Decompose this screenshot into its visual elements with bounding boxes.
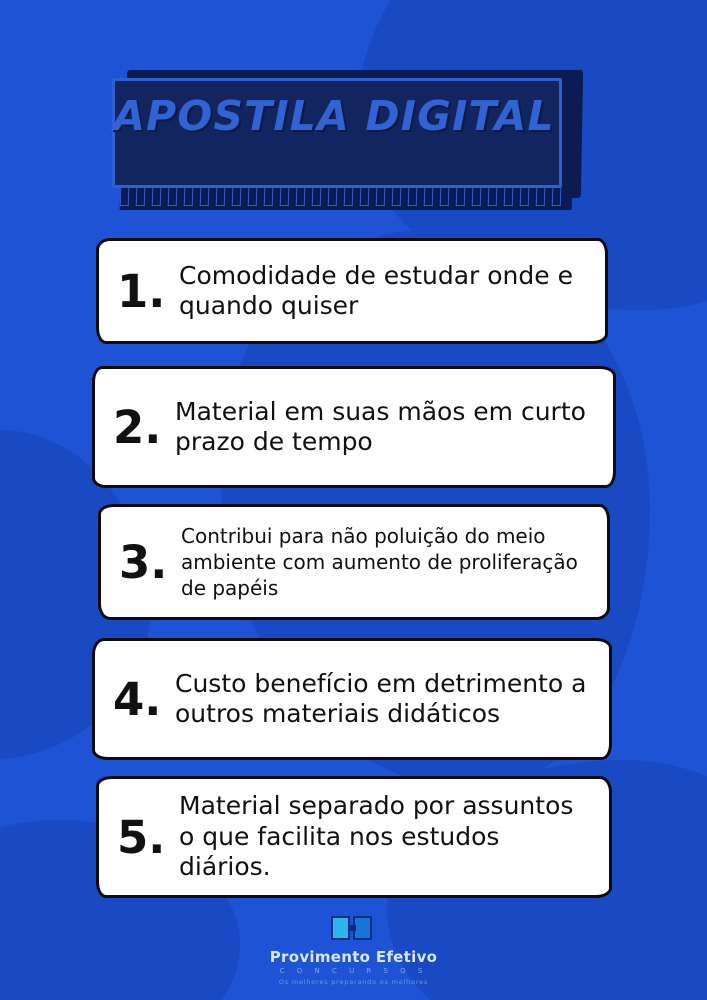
benefit-text: Contribui para não poluição do meio ambiente com aumento de proliferação de papéis <box>181 524 578 600</box>
benefit-card-3 <box>98 504 610 620</box>
two-squares-logo-icon <box>331 912 377 944</box>
benefit-card-2 <box>92 366 616 488</box>
banner-tooth <box>312 188 322 206</box>
footer <box>0 912 707 986</box>
banner-tooth <box>120 188 130 206</box>
brand-tagline: Os melhores preparando os melhores <box>278 978 429 986</box>
brand-subtitle: C O N C U R S O S <box>279 967 428 975</box>
banner-tooth <box>280 188 290 206</box>
banner-tooth <box>328 188 338 206</box>
banner-tooth <box>504 188 514 206</box>
banner-tooth <box>136 188 146 206</box>
page-title: APOSTILA DIGITAL <box>113 92 555 140</box>
benefit-text: Material separado por assuntos o que facilita nos estudos diários. <box>179 791 574 882</box>
brand-name: Provimento Efetivo <box>269 948 438 966</box>
banner-tooth <box>248 188 258 206</box>
banner-tooth <box>536 188 546 206</box>
benefit-number: 3. <box>119 535 168 589</box>
banner-tooth <box>440 188 450 206</box>
banner-tooth <box>552 188 562 206</box>
banner-tooth <box>168 188 178 206</box>
banner-tooth <box>296 188 306 206</box>
benefit-number: 4. <box>113 672 162 726</box>
banner-tooth <box>472 188 482 206</box>
banner-tooth <box>392 188 402 206</box>
benefit-text: Material em suas mãos em curto prazo de tempo <box>175 396 586 456</box>
benefit-number: 2. <box>113 400 162 454</box>
banner-tooth <box>232 188 242 206</box>
logo-center-dot <box>350 925 356 931</box>
banner-tooth <box>408 188 418 206</box>
banner-tooth <box>264 188 274 206</box>
benefit-number: 1. <box>117 264 166 318</box>
logo-square-left <box>331 916 350 940</box>
banner-tooth <box>376 188 386 206</box>
banner-tooth <box>200 188 210 206</box>
benefit-card-1 <box>96 238 608 344</box>
banner-tooth <box>456 188 466 206</box>
title-banner-teeth <box>120 186 573 210</box>
banner-tooth <box>424 188 434 206</box>
banner-tooth <box>520 188 530 206</box>
banner-tooth <box>216 188 226 206</box>
benefit-text: Comodidade de estudar onde e quando quiser <box>179 260 573 320</box>
benefit-card-4 <box>92 638 612 760</box>
title-banner <box>112 64 582 204</box>
banner-tooth <box>360 188 370 206</box>
banner-tooth <box>344 188 354 206</box>
benefit-text: Custo benefício em detrimento a outros materiais didáticos <box>175 668 587 728</box>
benefit-number: 5. <box>117 810 166 864</box>
banner-tooth <box>488 188 498 206</box>
benefit-card-5 <box>96 776 612 898</box>
banner-tooth <box>184 188 194 206</box>
banner-tooth <box>152 188 162 206</box>
